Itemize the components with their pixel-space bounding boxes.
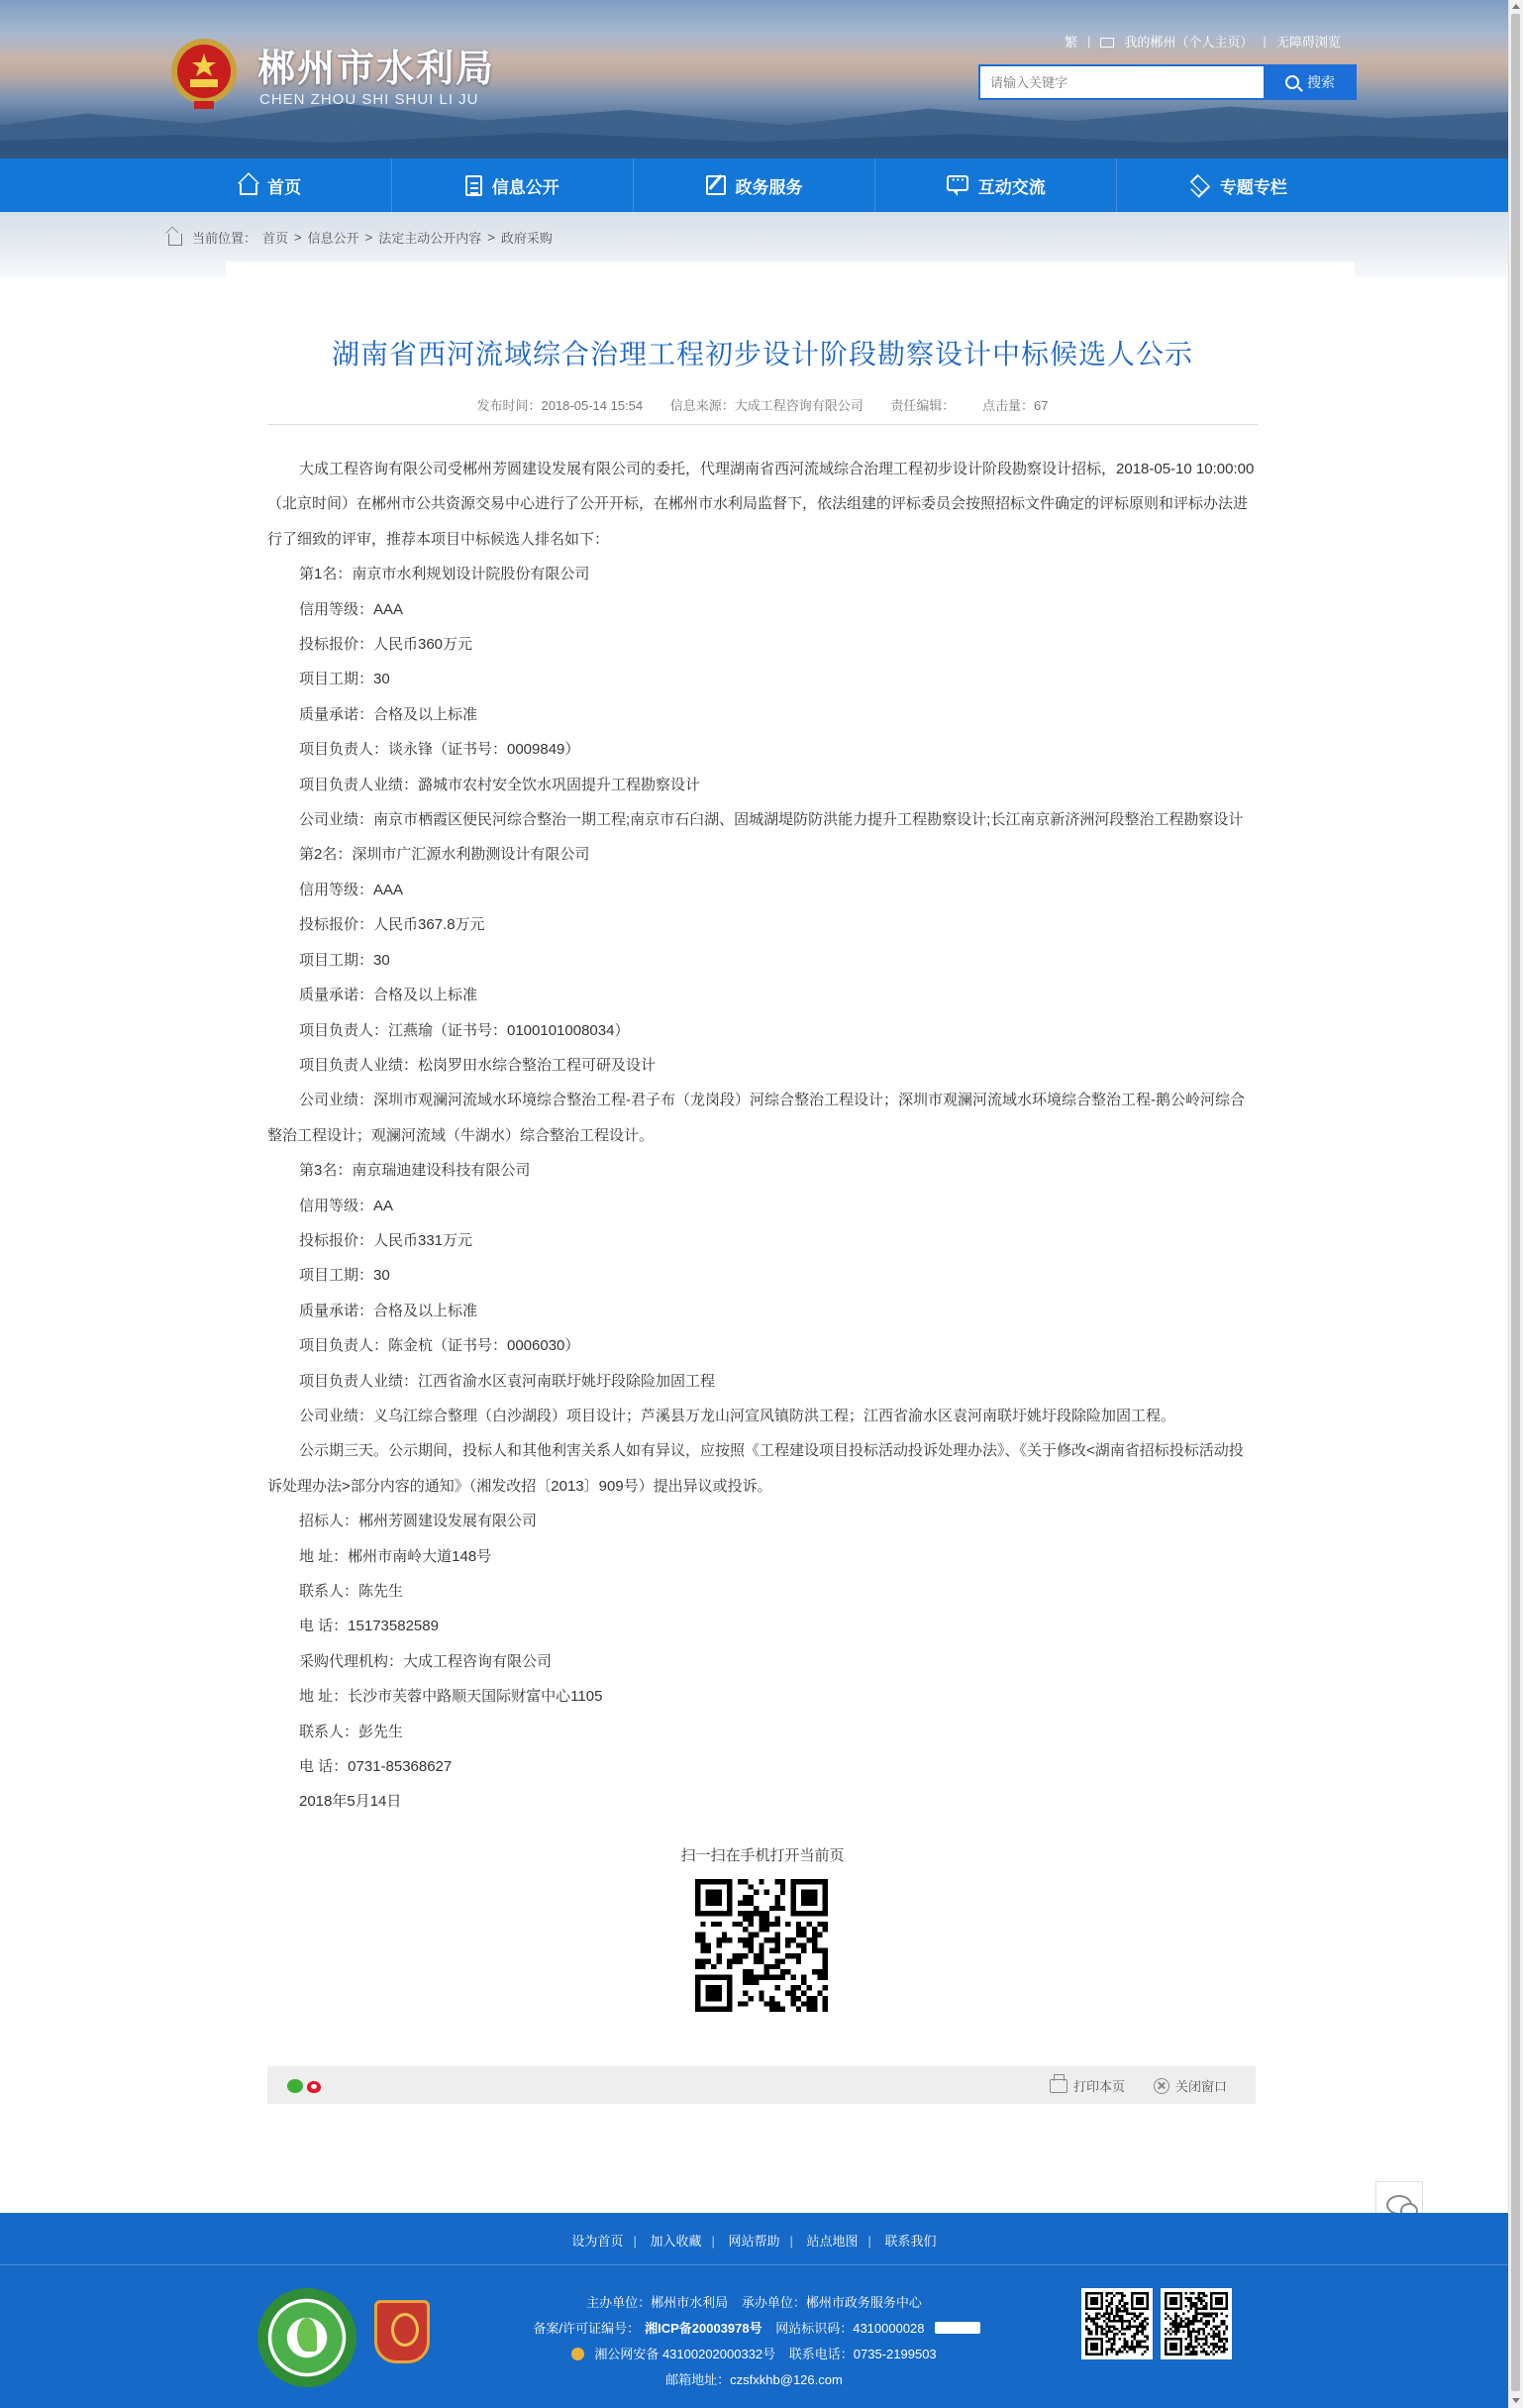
search-box [978, 64, 1357, 100]
paragraph: 项目负责人业绩：潞城市农村安全饮水巩固提升工程勘察设计 [299, 776, 701, 793]
document-icon [465, 175, 482, 196]
nav-item-label: 互动交流 [977, 177, 1046, 197]
paragraph: 电 话：0731-85368627 [299, 1758, 453, 1776]
nav-item-interaction[interactable] [875, 158, 1117, 212]
breadcrumb-statutory[interactable]: 法定主动公开内容 [378, 231, 482, 246]
scrollbar-thumb[interactable] [1511, 14, 1520, 2391]
site-footer [0, 2213, 1508, 2408]
layers-icon [1188, 174, 1210, 196]
wechat-icon [1386, 2195, 1412, 2215]
paragraph: 第3名：南京瑞迪建设科技有限公司 [299, 1162, 531, 1180]
nav-item-label: 政务服务 [735, 177, 803, 197]
footer-qr-code-1 [1081, 2288, 1153, 2359]
close-window-button[interactable] [1154, 2076, 1227, 2095]
footer-qr-code-2 [1161, 2288, 1232, 2359]
nav-item-gov-service[interactable] [634, 158, 875, 212]
page-qr-code [695, 1879, 828, 2012]
paragraph: 公司业绩：南京市栖霞区便民河综合整治一期工程;南京市石臼湖、固城湖堤防防洪能力提升工程勘察设计;长江南京新济洲河段整治工程勘察设计 [299, 811, 1244, 829]
footer-divider [0, 2264, 1508, 2265]
print-label: 打印本页 [1073, 2079, 1126, 2094]
publish-time: 发布时间：2018-05-14 15:54 [476, 398, 644, 413]
scroll-up-arrow-icon[interactable] [1512, 4, 1520, 9]
footer-link-help[interactable]: 网站帮助 [728, 2234, 780, 2249]
close-icon [1154, 2078, 1169, 2094]
paragraph: 地 址：郴州市南岭大道148号 [299, 1547, 492, 1565]
paragraph: 公司业绩：义乌江综合整理（白沙湖段）项目设计；芦溪县万龙山河宣风镇防洪工程；江西省渝水区袁河南联圩姚圩段除险加固工程。 [299, 1407, 1176, 1424]
paragraph: 第2名：深圳市广汇源水利勘测设计有限公司 [299, 846, 590, 864]
footer-info [0, 2290, 1508, 2393]
paragraph: 第1名：南京市水利规划设计院股份有限公司 [299, 566, 590, 583]
close-label: 关闭窗口 [1175, 2079, 1228, 2094]
print-button[interactable] [1050, 2076, 1125, 2095]
search-button[interactable] [1264, 64, 1357, 100]
breadcrumb-home[interactable]: 首页 [262, 231, 289, 246]
edit-icon [706, 175, 726, 195]
national-emblem-icon [168, 34, 240, 113]
article-title: 湖南省西河流域综合治理工程初步设计阶段勘察设计中标候选人公示 [331, 339, 1193, 369]
nav-item-special-topics[interactable] [1117, 158, 1358, 212]
paragraph: 电 话：15173582589 [299, 1618, 439, 1635]
breadcrumb-separator: > [294, 230, 302, 245]
search-button-label: 搜索 [1307, 74, 1335, 90]
my-chenzhou-link[interactable]: 我的郴州（个人主页） [1124, 35, 1254, 50]
nav-item-home[interactable] [151, 158, 392, 212]
title-divider [267, 424, 1258, 425]
footer-row-license [0, 2316, 1508, 2342]
paragraph: 采购代理机构：大成工程咨询有限公司 [299, 1652, 553, 1670]
wechat-share-icon[interactable] [287, 2079, 303, 2093]
responsible-editor: 责任编辑： [890, 398, 956, 413]
footer-link-set-home[interactable]: 设为首页 [571, 2234, 624, 2249]
license-label: 备案/许可证编号： 湘ICP备20003978号 [533, 2321, 762, 2336]
paragraph: 项目负责人：江燕瑜（证书号：0100101008034） [299, 1021, 630, 1039]
paragraph: 项目负责人业绩：江西省渝水区袁河南联圩姚圩段除险加固工程 [299, 1372, 716, 1390]
paragraph: 大成工程咨询有限公司受郴州芳圆建设发展有限公司的委托，代理湖南省西河流域综合治理工程初步设计阶段勘察设计招标，2018-05-10 10:00:00（北京时间）在郴州市公共资源交易中心进行了公开开标，在郴州市水利局监督下，依法组建的评标委员会按照招标文件确定的评标原则和评标办法进行了细致的评审，推荐本项目中标候选人排名如下： [267, 461, 1255, 548]
printer-icon [1050, 2079, 1067, 2093]
paragraph: 项目负责人：陈金杭（证书号：0006030） [299, 1337, 580, 1355]
footer-row-organizer [0, 2290, 1508, 2316]
home-icon [240, 183, 257, 195]
top-links [1065, 32, 1341, 51]
breadcrumb-procurement[interactable]: 政府采购 [500, 231, 553, 246]
paragraph: 公司业绩：深圳市观澜河流域水环境综合整治工程-君子布（龙岗段）河综合整治工程设计；深圳市观澜河流域水环境综合整治工程-鹅公岭河综合整治工程设计；观澜河流域（牛湖水）综合整治工程设计。 [267, 1092, 1245, 1144]
breadcrumb-separator: > [364, 230, 373, 245]
paragraph: 联系人：彭先生 [299, 1723, 404, 1740]
paragraph: 项目工期：30 [299, 671, 390, 688]
footer-link-sitemap[interactable]: 站点地图 [806, 2234, 859, 2249]
paragraph: 质量承诺：合格及以上标准 [299, 705, 478, 723]
nav-item-info-public[interactable] [392, 158, 634, 212]
site-header [0, 0, 1508, 158]
weibo-share-icon[interactable] [307, 2081, 321, 2093]
site-subtitle: CHEN ZHOU SHI SHUI LI JU [259, 91, 479, 108]
monitor-icon [1100, 38, 1114, 48]
search-input[interactable] [978, 64, 1264, 100]
chat-icon [947, 175, 968, 191]
traditional-chinese-link[interactable]: 繁 [1065, 35, 1078, 50]
article-meta [267, 395, 1258, 414]
share-bar [267, 2066, 1256, 2104]
paragraph: 项目工期：30 [299, 951, 390, 969]
home-icon [168, 234, 182, 246]
paragraph: 地 址：长沙市芙蓉中路顺天国际财富中心1105 [299, 1688, 603, 1706]
article-body [267, 452, 1258, 1820]
contact-phone: 联系电话：0735-2199503 [788, 2347, 937, 2361]
hit-count: 点击量：67 [982, 398, 1049, 413]
breadcrumb-info-public[interactable]: 信息公开 [307, 231, 359, 246]
footer-row-email [0, 2367, 1508, 2393]
paragraph: 投标报价：人民币367.8万元 [299, 916, 485, 934]
paragraph: 信用等级：AA [299, 1197, 394, 1214]
separator: | [1263, 34, 1267, 49]
scroll-down-arrow-icon[interactable] [1512, 2398, 1520, 2403]
paragraph: 公示期三天。公示期间，投标人和其他利害关系人如有异议，应按照《工程建设项目投标活动投诉处理办法》、《关于修改<湖南省招标投标活动投诉处理办法>部分内容的通知》（湘发改招〔2013〕909号）提出异议或投诉。 [267, 1442, 1244, 1495]
paragraph: 信用等级：AAA [299, 600, 404, 618]
breadcrumb [168, 228, 553, 247]
main-nav [0, 158, 1508, 212]
paragraph: 质量承诺：合格及以上标准 [299, 1302, 478, 1319]
info-source: 信息来源：大成工程咨询有限公司 [669, 398, 863, 413]
paragraph: 项目负责人：谈永锋（证书号：0009849） [299, 741, 580, 759]
organizer: 主办单位：郴州市水利局 [586, 2295, 729, 2310]
nav-item-label: 信息公开 [491, 177, 559, 197]
footer-link-favorite[interactable]: 加入收藏 [650, 2234, 702, 2249]
paragraph: 质量承诺：合格及以上标准 [299, 987, 478, 1004]
nav-item-label: 专题专栏 [1219, 177, 1287, 197]
breadcrumb-separator: > [487, 230, 495, 245]
qr-caption: 扫一扫在手机打开当前页 [680, 1847, 845, 1864]
site-id: 网站标识码：4310000028 [775, 2321, 925, 2336]
contact-email: 邮箱地址：czsfxkhb@126.com [665, 2372, 843, 2387]
paragraph: 投标报价：人民币331万元 [299, 1231, 473, 1249]
police-badge-icon [571, 2348, 584, 2360]
footer-link-contact[interactable]: 联系我们 [884, 2234, 937, 2249]
search-icon [1285, 75, 1299, 89]
paragraph: 信用等级：AAA [299, 881, 404, 898]
cnzz-stats-icon[interactable] [935, 2322, 980, 2334]
paragraph: 2018年5月14日 [299, 1793, 402, 1811]
paragraph: 项目负责人业绩：松岗罗田水综合整治工程可研及设计 [299, 1056, 657, 1074]
site-title[interactable]: 郴州市水利局 [257, 49, 496, 90]
footer-links: 设为首页 | 加入收藏 | 网站帮助 | 站点地图 | 联系我们 [571, 2234, 937, 2249]
icp-number[interactable]: 湘ICP备20003978号 [645, 2321, 762, 2336]
paragraph: 投标报价：人民币360万元 [299, 636, 473, 654]
paragraph: 招标人：郴州芳圆建设发展有限公司 [299, 1513, 538, 1530]
paragraph: 项目工期：30 [299, 1267, 390, 1285]
undertaker: 承办单位：郴州市政务服务中心 [741, 2295, 922, 2310]
breadcrumb-prefix: 当前位置： [192, 231, 257, 246]
paragraph: 联系人：陈先生 [299, 1583, 404, 1600]
nav-item-label: 首页 [267, 177, 302, 197]
separator: | [1087, 34, 1091, 49]
footer-row-police [0, 2342, 1508, 2367]
accessibility-link[interactable]: 无障碍浏览 [1275, 35, 1341, 50]
police-record[interactable]: 湘公网安备 43100202000332号 [594, 2347, 776, 2361]
